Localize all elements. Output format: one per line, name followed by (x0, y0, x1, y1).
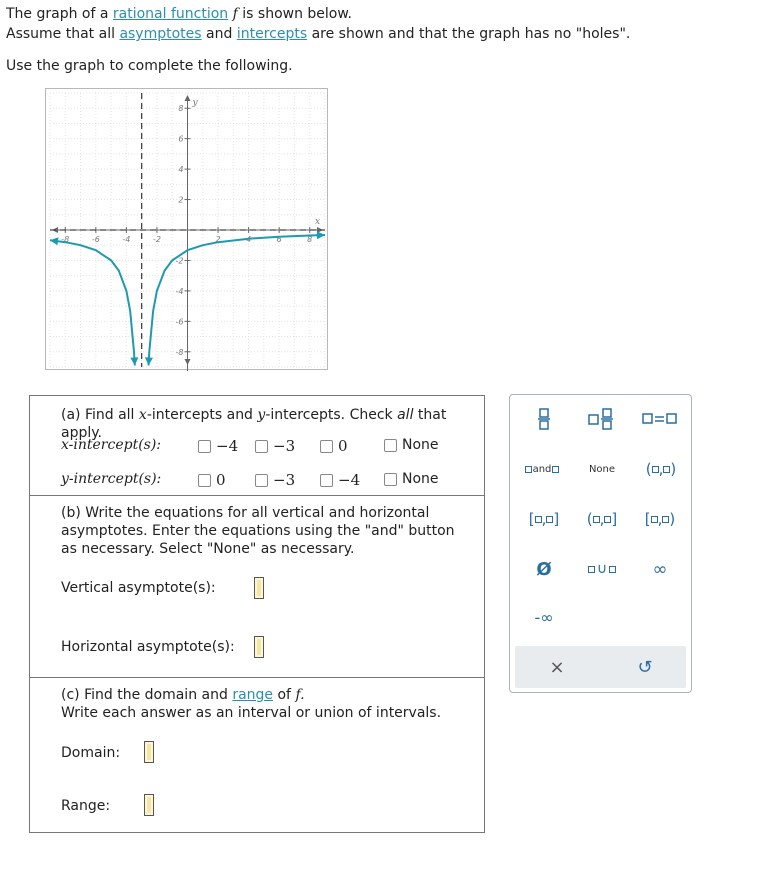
close-icon: × (549, 656, 565, 678)
y-tick-label: -4 (175, 286, 184, 296)
equals-icon (642, 412, 678, 426)
y-intercept-option-0[interactable]: 0 (198, 471, 226, 489)
y-tick-label: 2 (178, 195, 184, 205)
box-icon (663, 466, 670, 473)
box-icon (525, 466, 532, 473)
y-axis-label: y (192, 98, 198, 108)
curve-arrow (145, 357, 153, 365)
fraction-button[interactable] (524, 403, 564, 435)
y-axis-arrow (185, 95, 191, 101)
x-tick-label: 4 (246, 235, 252, 244)
equals-button[interactable] (638, 403, 682, 435)
box-icon (609, 566, 616, 573)
part-c-prompt: (c) Find the domain and range of f. Write each answer as an interval or union of intervals. (61, 687, 442, 721)
box-icon (652, 466, 659, 473)
curve-right-branch (149, 235, 326, 366)
mixed-number-icon (588, 407, 616, 431)
y-intercept-option-neg4[interactable]: −4 (320, 471, 360, 489)
box-icon (535, 516, 542, 523)
range-label: Range: (61, 798, 111, 814)
y-intercept-label: y-intercept(s): (61, 471, 162, 487)
horizontal-asymptote-label: Horizontal asymptote(s): (61, 639, 235, 655)
x-tick-label: 6 (276, 235, 282, 244)
math-palette (509, 394, 692, 693)
x-tick-label: 8 (307, 235, 313, 244)
x-tick-label: 2 (215, 235, 221, 244)
undo-button[interactable] (625, 652, 665, 682)
y-intercept-option-neg3[interactable]: −3 (255, 471, 295, 489)
box-icon (662, 516, 669, 523)
intro-line-1: The graph of a rational function f is shown below. (6, 6, 352, 22)
x-tick-label: -2 (152, 235, 161, 244)
x-intercept-option-neg4[interactable]: −4 (198, 437, 238, 455)
x-intercept-option-none[interactable]: None (384, 437, 439, 453)
function-name: f (232, 6, 238, 22)
x-intercept-label: x-intercept(s): (61, 437, 162, 453)
x-tick-label: -6 (91, 235, 100, 244)
empty-set-button[interactable]: Ø (536, 558, 552, 580)
part-b-prompt: (b) Write the equations for all vertical and horizontal asymptotes. Enter the equations using the "and" button as necessary. Select "None" as necessary. (61, 505, 455, 557)
x-axis-label: x (315, 217, 321, 227)
box-icon (604, 516, 611, 523)
box-icon (552, 466, 559, 473)
graph-canvas (46, 89, 329, 371)
box-icon (593, 516, 600, 523)
domain-input[interactable] (144, 741, 154, 763)
y-tick-label: 6 (178, 134, 184, 144)
y-tick-label: -8 (175, 347, 184, 357)
part-a-box (29, 395, 485, 496)
instructions: Use the graph to complete the following. (6, 58, 293, 74)
curve-left-branch (50, 240, 135, 365)
left-open-interval-button[interactable]: ( , ] (586, 510, 618, 528)
intercepts-link[interactable]: intercepts (236, 26, 308, 42)
rational-function-link[interactable]: rational function (112, 6, 229, 22)
none-button[interactable]: None (588, 463, 616, 475)
box-icon (588, 566, 595, 573)
x-tick-label: -4 (122, 235, 131, 244)
x-intercept-option-0[interactable]: 0 (320, 437, 348, 455)
part-a-prompt: (a) Find all x-intercepts and y-intercepts. Check all that apply. (61, 407, 447, 441)
box-icon (651, 516, 658, 523)
union-icon: ∪ (596, 561, 608, 577)
graph (45, 88, 328, 370)
y-axis-arrow (185, 359, 191, 365)
x-tick-label: -8 (61, 235, 70, 244)
part-b-box (29, 496, 485, 678)
union-button[interactable] (580, 555, 624, 583)
range-link[interactable]: range (232, 687, 274, 703)
curve-arrow (130, 357, 138, 365)
mixed-number-button[interactable] (580, 403, 624, 435)
negative-infinity-button[interactable]: -∞ (534, 607, 554, 627)
infinity-button[interactable]: ∞ (652, 558, 668, 580)
x-intercept-option-neg3[interactable]: −3 (255, 437, 295, 455)
right-open-interval-button[interactable]: [ , ) (644, 510, 676, 528)
curve-arrow (317, 231, 325, 239)
y-tick-label: 8 (178, 104, 184, 114)
y-tick-label: 4 (178, 165, 184, 175)
y-intercept-option-none[interactable]: None (384, 471, 439, 487)
intro-line-2: Assume that all asymptotes and intercepts are shown and that the graph has no "holes". (6, 26, 631, 42)
fraction-icon (537, 407, 551, 431)
palette-actions (515, 646, 686, 688)
horizontal-asymptote-input[interactable] (254, 636, 264, 658)
closed-interval-button[interactable]: [ , ] (528, 510, 560, 528)
vertical-asymptote-label: Vertical asymptote(s): (61, 580, 216, 596)
range-input[interactable] (144, 794, 154, 816)
y-tick-label: -6 (175, 317, 184, 327)
clear-button[interactable] (537, 652, 577, 682)
box-icon (546, 516, 553, 523)
open-interval-button[interactable]: ( , ) (645, 460, 677, 478)
undo-icon: ↺ (637, 656, 653, 678)
intro (6, 4, 630, 44)
part-c-box (29, 678, 485, 833)
asymptotes-link[interactable]: asymptotes (119, 26, 202, 42)
and-button[interactable]: and (520, 455, 564, 483)
vertical-asymptote-input[interactable] (254, 577, 264, 599)
y-tick-label: -2 (175, 256, 184, 266)
domain-label: Domain: (61, 745, 121, 761)
